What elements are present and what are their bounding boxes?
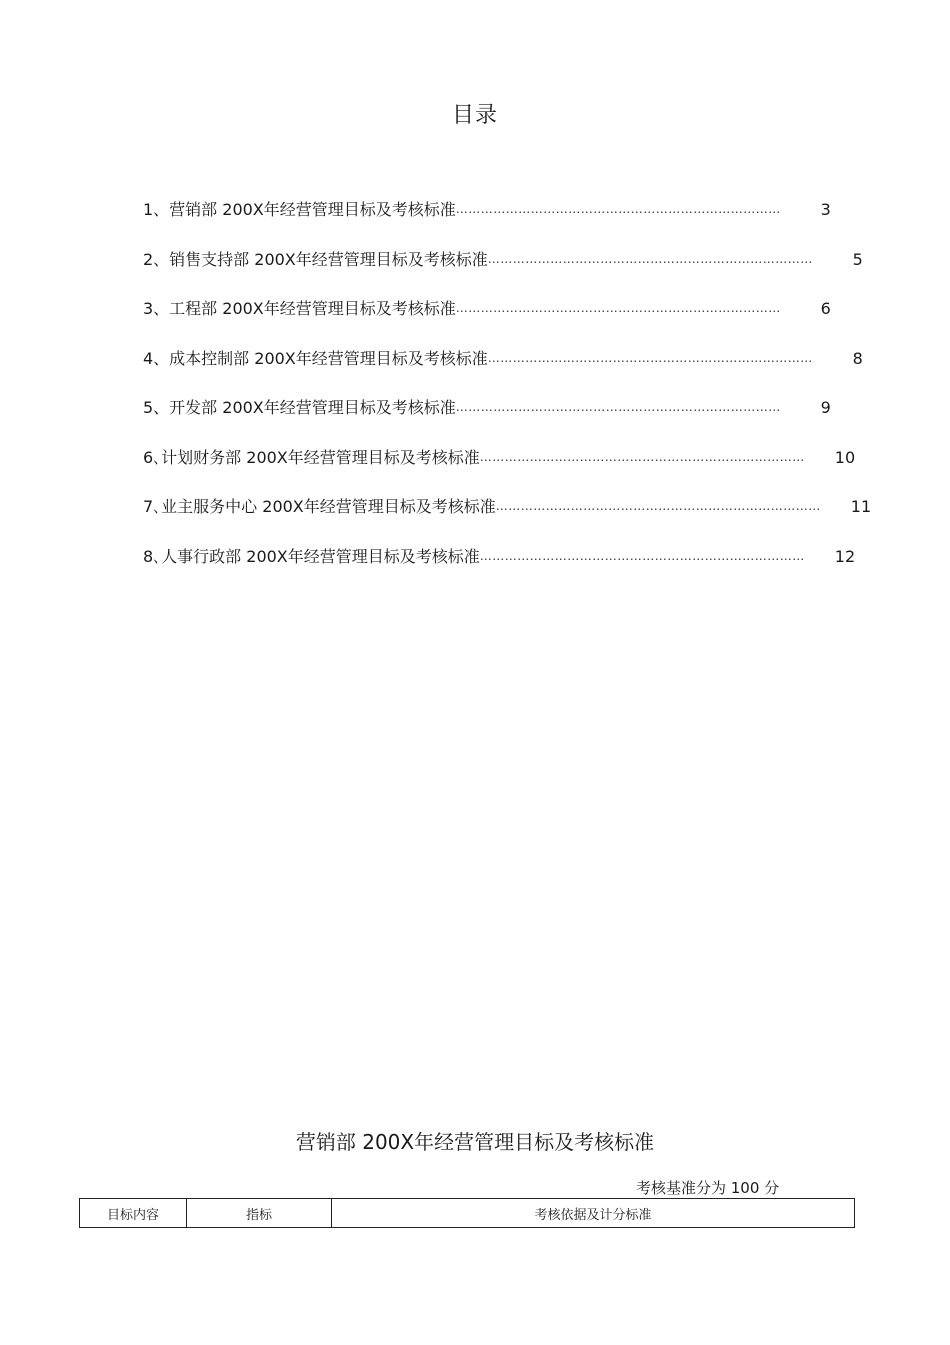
toc-page-number: 12	[834, 546, 856, 566]
toc-dot-leader: ……………………………………………………………………	[455, 400, 781, 414]
column-header-criteria: 考核依据及计分标准	[332, 1199, 855, 1228]
toc-page-number: 8	[852, 348, 863, 368]
toc-dot-leader: ……………………………………………………………………	[487, 251, 813, 266]
toc-dot-leader: ……………………………………………………………………	[479, 449, 805, 464]
toc-item-text: 8､人事行政部 200X年经营管理目标及考核标准	[143, 546, 480, 566]
toc-dot-leader: ……………………………………………………………………	[455, 202, 781, 216]
toc-page-number: 5	[852, 249, 863, 269]
score-base-note: 考核基准分为 100 分	[636, 1179, 780, 1197]
toc-title: 目录	[451, 103, 498, 128]
toc-item-text: 4、成本控制部 200X年经营管理目标及考核标准	[143, 348, 488, 368]
toc-item[interactable]	[143, 493, 872, 543]
toc-item-text: 5、开发部 200X年经营管理目标及考核标准	[143, 398, 456, 417]
section-title: 营销部 200X年经营管理目标及考核标准	[295, 1130, 655, 1154]
toc-item-text: 3、工程部 200X年经营管理目标及考核标准	[143, 299, 456, 318]
toc-item-text: 7､业主服务中心 200X年经营管理目标及考核标准	[143, 497, 496, 516]
column-header-target: 目标内容	[80, 1199, 187, 1228]
toc-item[interactable]	[143, 196, 831, 246]
toc-item[interactable]	[143, 295, 831, 345]
toc-page-number: 11	[850, 497, 872, 516]
toc-item[interactable]	[143, 543, 856, 593]
toc-item[interactable]	[143, 444, 856, 494]
toc-page-number: 9	[820, 398, 831, 417]
toc-dot-leader: ……………………………………………………………………	[479, 548, 805, 563]
toc-item[interactable]	[143, 394, 831, 444]
assessment-table	[79, 1198, 855, 1228]
toc-dot-leader: ……………………………………………………………………	[455, 301, 781, 315]
toc-item-text: 2、销售支持部 200X年经营管理目标及考核标准	[143, 249, 488, 269]
column-header-indicator: 指标	[187, 1199, 332, 1228]
toc-dot-leader: ……………………………………………………………………	[487, 350, 813, 365]
toc-page-number: 6	[820, 299, 831, 318]
toc-dot-leader: ……………………………………………………………………	[495, 499, 821, 513]
toc-page-number: 3	[820, 200, 831, 219]
toc-item[interactable]	[143, 345, 863, 395]
toc-list	[143, 196, 872, 592]
toc-item-text: 6､计划财务部 200X年经营管理目标及考核标准	[143, 447, 480, 467]
table-header-row	[80, 1199, 855, 1228]
toc-item-text: 1、营销部 200X年经营管理目标及考核标准	[143, 200, 456, 219]
toc-item[interactable]	[143, 246, 863, 296]
toc-page-number: 10	[834, 447, 856, 467]
